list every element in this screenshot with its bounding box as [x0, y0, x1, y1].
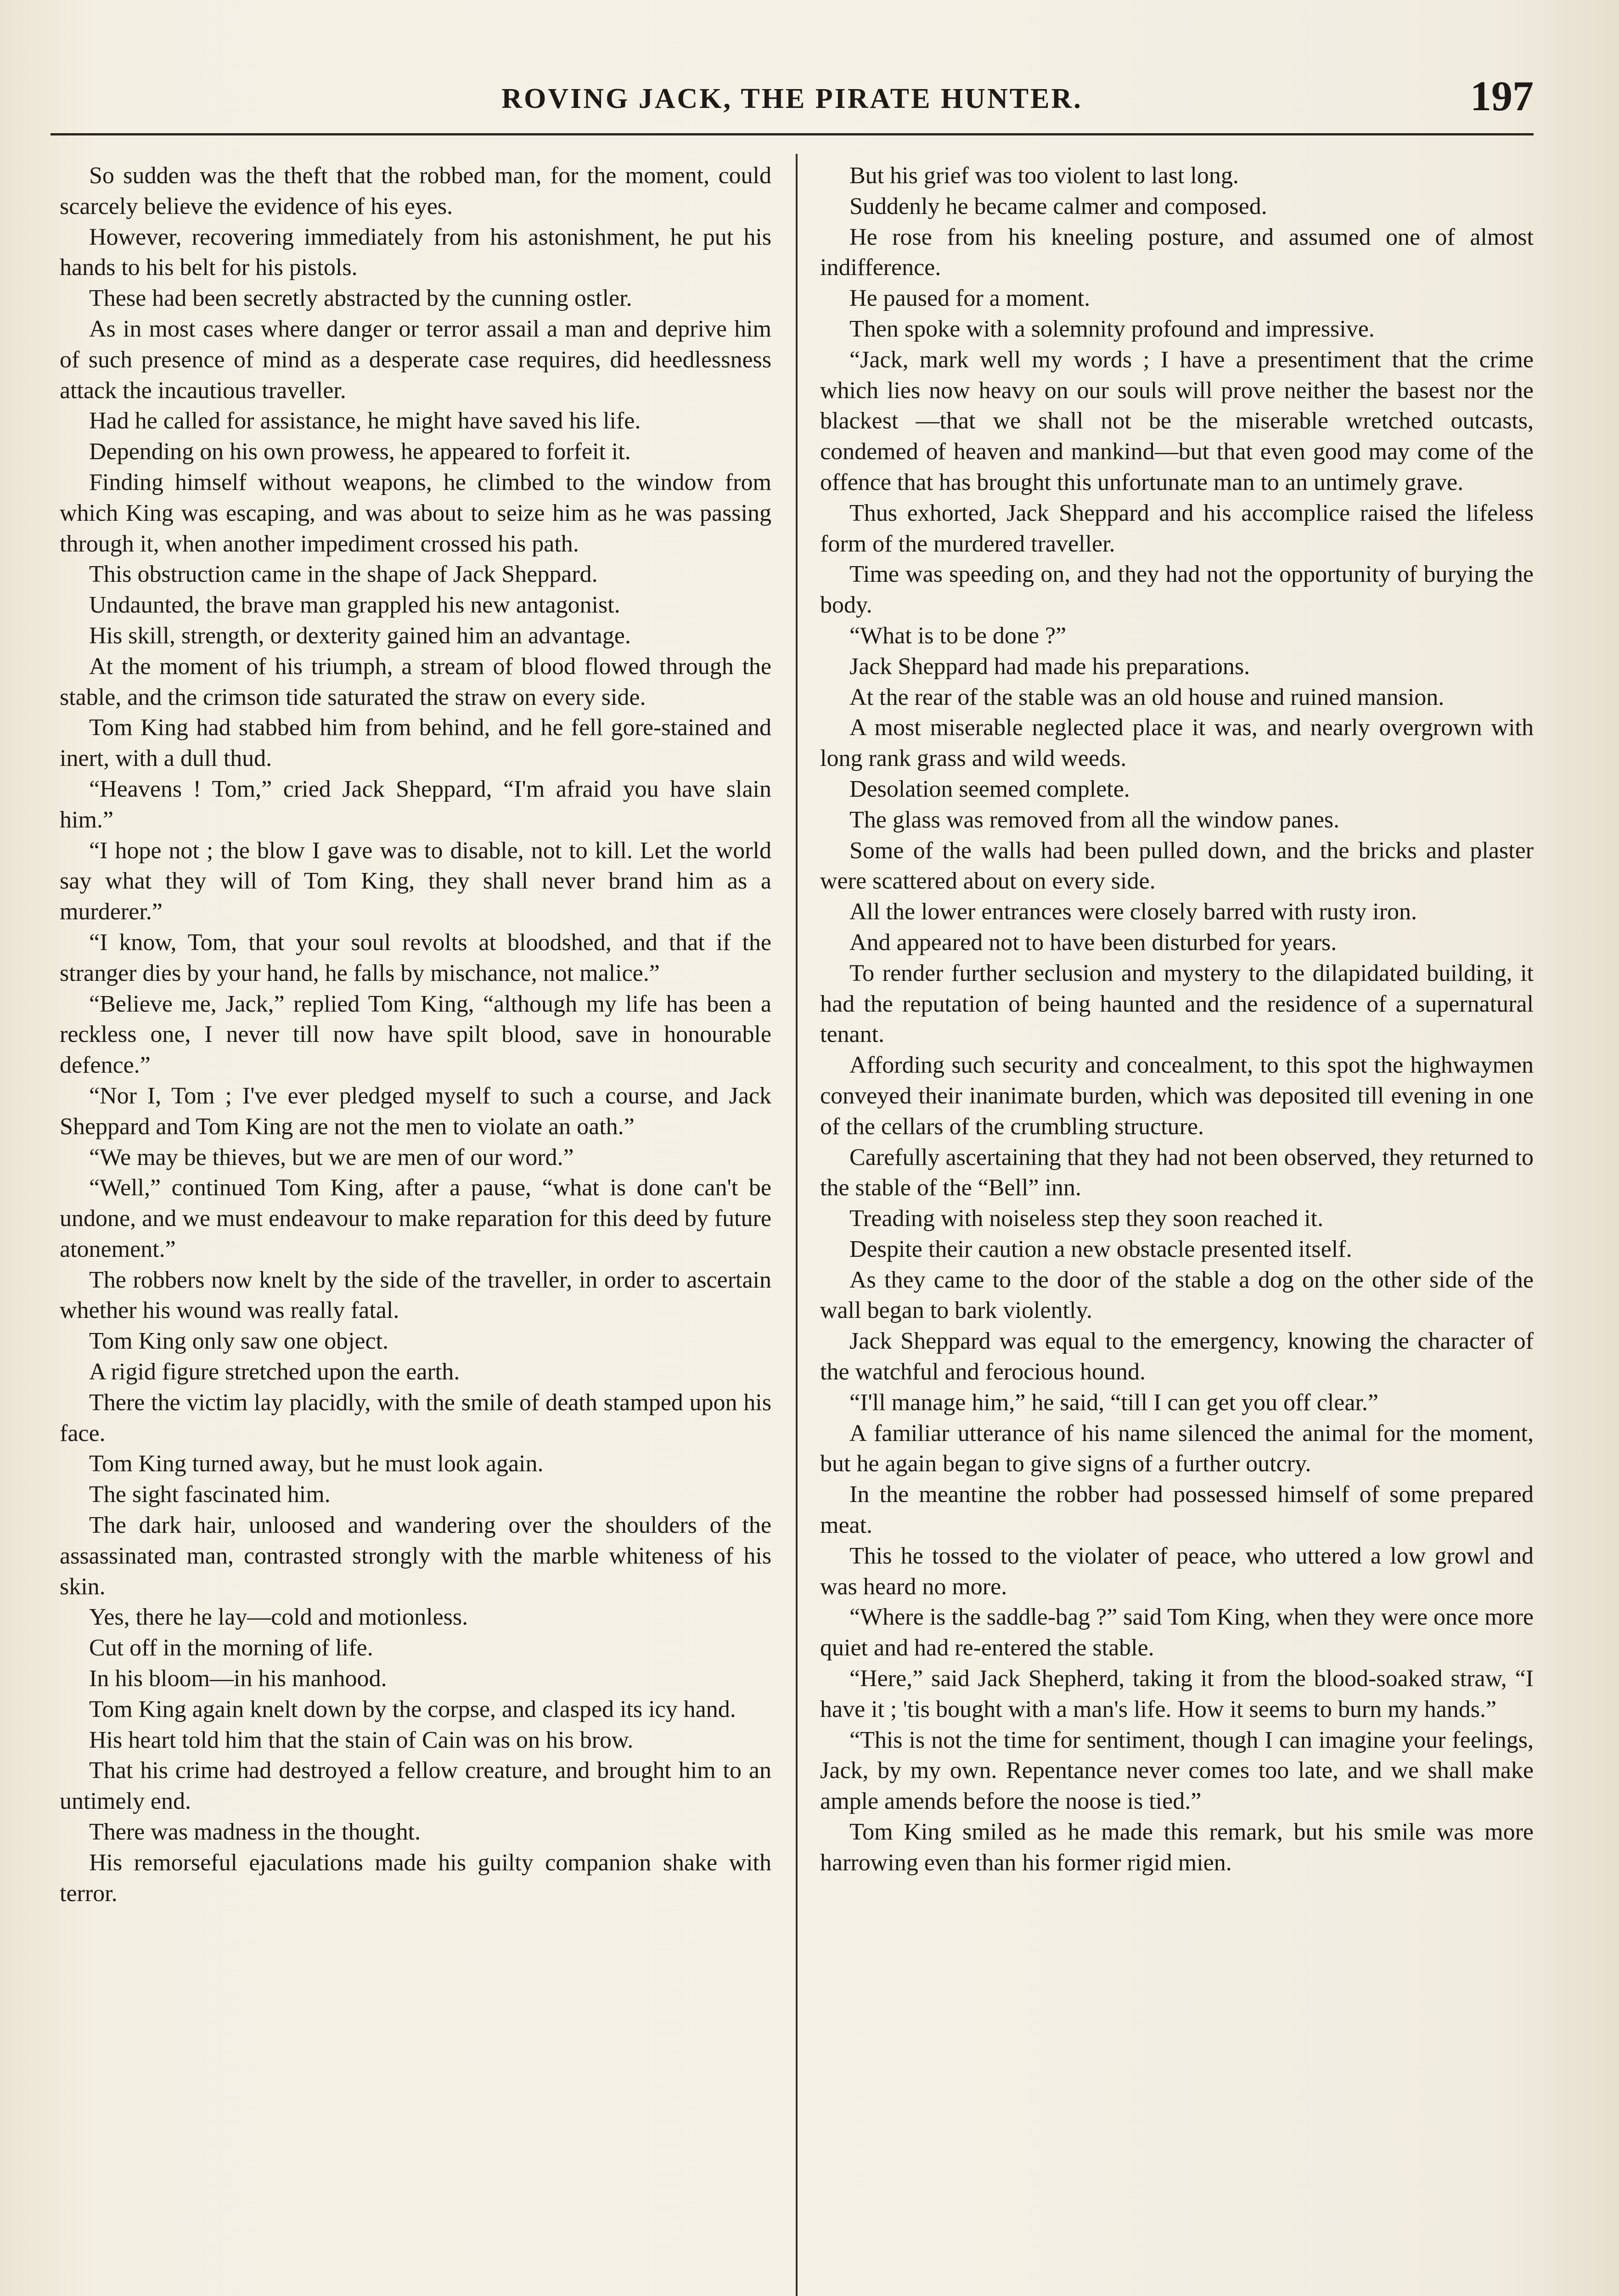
paragraph: His heart told him that the stain of Cain was on his brow.: [89, 1727, 634, 1753]
paragraph: Treading with noiseless step they soon reached it.: [849, 1205, 1324, 1232]
paragraph: To render further seclusion and mystery to the dilapidated building, it had the reputation of being haunted and the residence of a supernatural tenant.: [820, 960, 1534, 1048]
paragraph: So sudden was the theft that the robbed man, for the moment, could scarcely believe the evidence of his eyes.: [60, 163, 771, 219]
running-title: ROVING JACK, THE PIRATE HUNTER.: [501, 83, 1083, 114]
paragraph: This he tossed to the violater of peace, who uttered a low growl and was heard no more.: [820, 1542, 1534, 1600]
paragraph: This obstruction came in the shape of Jack Sheppard.: [89, 561, 598, 588]
column-divider: [796, 154, 798, 2296]
paragraph: Despite their caution a new obstacle presented itself.: [849, 1236, 1352, 1262]
paragraph: A familiar utterance of his name silenced the animal for the moment, but he again began to give signs of a further outcry.: [820, 1420, 1534, 1477]
left-column: [60, 161, 771, 2296]
page-number: 197: [1470, 73, 1534, 119]
paragraph: The robbers now knelt by the side of the traveller, in order to ascertain whether his wound was really fatal.: [60, 1266, 771, 1324]
paragraph: Undaunted, the brave man grappled his new antagonist.: [89, 592, 620, 619]
paragraph: Tom King turned away, but he must look again.: [89, 1451, 544, 1477]
paragraph: At the moment of his triumph, a stream of blood flowed through the stable, and the crimson tide saturated the straw on every side.: [60, 653, 771, 710]
paragraph: In the meantine the robber had possessed himself of some prepared meat.: [820, 1481, 1534, 1539]
paragraph: Some of the walls had been pulled down, and the bricks and plaster were scattered about on every side.: [820, 837, 1534, 895]
paragraph: Depending on his own prowess, he appeared to forfeit it.: [89, 439, 631, 465]
paragraph: The dark hair, unloosed and wandering over the shoulders of the assassinated man, contrasted strongly with the marble whiteness of his skin.: [60, 1512, 771, 1600]
paragraph: “Jack, mark well my words ; I have a presentiment that the crime which lies now heavy on our souls will prove neither the basest nor the blackest —that we shall not be the miserable wretched outcasts, condemed of heaven and mankind—but that even good may come of the offence that has brought this unfortunate man to an untimely grave.: [820, 346, 1534, 495]
paragraph: Affording such security and concealment, to this spot the highwaymen conveyed their inanimate burden, which was deposited till evening in one of the cellars of the crumbling structure.: [820, 1052, 1534, 1140]
paragraph: A rigid figure stretched upon the earth.: [89, 1359, 460, 1385]
paragraph: Tom King again knelt down by the corpse, and clasped its icy hand.: [89, 1696, 736, 1722]
paragraph: And appeared not to have been disturbed for years.: [849, 929, 1337, 956]
paragraph: His remorseful ejaculations made his guilty companion shake with terror.: [60, 1849, 771, 1907]
paragraph: He rose from his kneeling posture, and assumed one of almost indifference.: [820, 224, 1534, 281]
paragraph: His skill, strength, or dexterity gained him an advantage.: [89, 622, 631, 649]
paragraph: Yes, there he lay—cold and motionless.: [89, 1604, 468, 1631]
paragraph: There was madness in the thought.: [89, 1819, 421, 1846]
paragraph: He paused for a moment.: [849, 285, 1091, 312]
paragraph: “This is not the time for sentiment, though I can imagine your feelings, Jack, by my own. Repentance never comes too late, and we shall make ample amends before the noose is tied.”: [820, 1727, 1534, 1815]
paragraph: “Heavens ! Tom,” cried Jack Sheppard, “I'm afraid you have slain him.”: [60, 776, 771, 833]
paragraph: These had been secretly abstracted by the cunning ostler.: [89, 285, 632, 312]
paragraph: Thus exhorted, Jack Sheppard and his accomplice raised the lifeless form of the murdered traveller.: [820, 500, 1534, 557]
paragraph: Cut off in the morning of life.: [89, 1635, 373, 1661]
paragraph: “We may be thieves, but we are men of our word.”: [89, 1144, 574, 1171]
paragraph: However, recovering immediately from his astonishment, he put his hands to his belt for his pistols.: [60, 224, 771, 281]
paragraph: “Here,” said Jack Shepherd, taking it from the blood-soaked straw, “I have it ; 'tis bought with a man's life. How it seems to burn my hands.”: [820, 1666, 1534, 1722]
paragraph: Desolation seemed complete.: [849, 776, 1130, 802]
paragraph: Tom King only saw one object.: [89, 1328, 389, 1355]
paragraph: Tom King had stabbed him from behind, and he fell gore-stained and inert, with a dull thud.: [60, 715, 771, 772]
paragraph: Had he called for assistance, he might have saved his life.: [89, 408, 641, 434]
running-header: [51, 69, 1534, 135]
paragraph: But his grief was too violent to last long.: [849, 163, 1239, 189]
paragraph: “Where is the saddle-bag ?” said Tom King, when they were once more quiet and had re-entered the stable.: [820, 1604, 1534, 1661]
paragraph: “What is to be done ?”: [849, 622, 1067, 649]
paragraph: Time was speeding on, and they had not the opportunity of burying the body.: [820, 561, 1534, 619]
paragraph: “Believe me, Jack,” replied Tom King, “although my life has been a reckless one, I never till now have spilt blood, save in honourable defence.”: [60, 990, 771, 1079]
paragraph: There the victim lay placidly, with the smile of death stamped upon his face.: [60, 1389, 771, 1446]
paragraph: A most miserable neglected place it was, and nearly overgrown with long rank grass and wild weeds.: [820, 715, 1534, 772]
paragraph: Jack Sheppard had made his preparations.: [849, 653, 1250, 680]
right-column: [820, 161, 1534, 2296]
paragraph: As in most cases where danger or terror assail a man and deprive him of such presence of mind as a desperate case requires, did heedlessness attack the incautious traveller.: [60, 315, 771, 404]
paragraph: At the rear of the stable was an old house and ruined mansion.: [849, 684, 1445, 710]
paragraph: The sight fascinated him.: [89, 1481, 331, 1508]
paragraph: “I hope not ; the blow I gave was to disable, not to kill. Let the world say what they will of Tom King, they shall never brand him as a murderer.”: [60, 837, 771, 925]
paragraph: “I know, Tom, that your soul revolts at bloodshed, and that if the stranger dies by your hand, he falls by mischance, not malice.”: [60, 929, 771, 986]
paragraph: Finding himself without weapons, he climbed to the window from which King was escaping, and was about to seize him as he was passing through it, when another impediment crossed his path.: [60, 469, 771, 557]
paragraph: “I'll manage him,” he said, “till I can get you off clear.”: [849, 1389, 1378, 1416]
paragraph: In his bloom—in his manhood.: [89, 1666, 387, 1692]
paragraph: That his crime had destroyed a fellow creature, and brought him to an untimely end.: [60, 1757, 771, 1815]
paragraph: The glass was removed from all the window panes.: [849, 806, 1340, 833]
paragraph: “Well,” continued Tom King, after a pause, “what is done can't be undone, and we must endeavour to make reparation for this deed by future atonement.”: [60, 1175, 771, 1262]
paragraph: “Nor I, Tom ; I've ever pledged myself to such a course, and Jack Sheppard and Tom King are not the men to violate an oath.”: [60, 1082, 771, 1140]
paragraph: Jack Sheppard was equal to the emergency, knowing the character of the watchful and ferocious hound.: [820, 1328, 1534, 1385]
paragraph: Suddenly he became calmer and composed.: [849, 193, 1267, 219]
paragraph: Then spoke with a solemnity profound and impressive.: [849, 315, 1375, 342]
paragraph: As they came to the door of the stable a dog on the other side of the wall began to bark violently.: [820, 1266, 1534, 1324]
paragraph: All the lower entrances were closely barred with rusty iron.: [849, 899, 1417, 925]
paragraph: Tom King smiled as he made this remark, but his smile was more harrowing even than his former rigid mien.: [820, 1819, 1534, 1876]
paragraph: Carefully ascertaining that they had not been observed, they returned to the stable of the “Bell” inn.: [820, 1144, 1534, 1201]
